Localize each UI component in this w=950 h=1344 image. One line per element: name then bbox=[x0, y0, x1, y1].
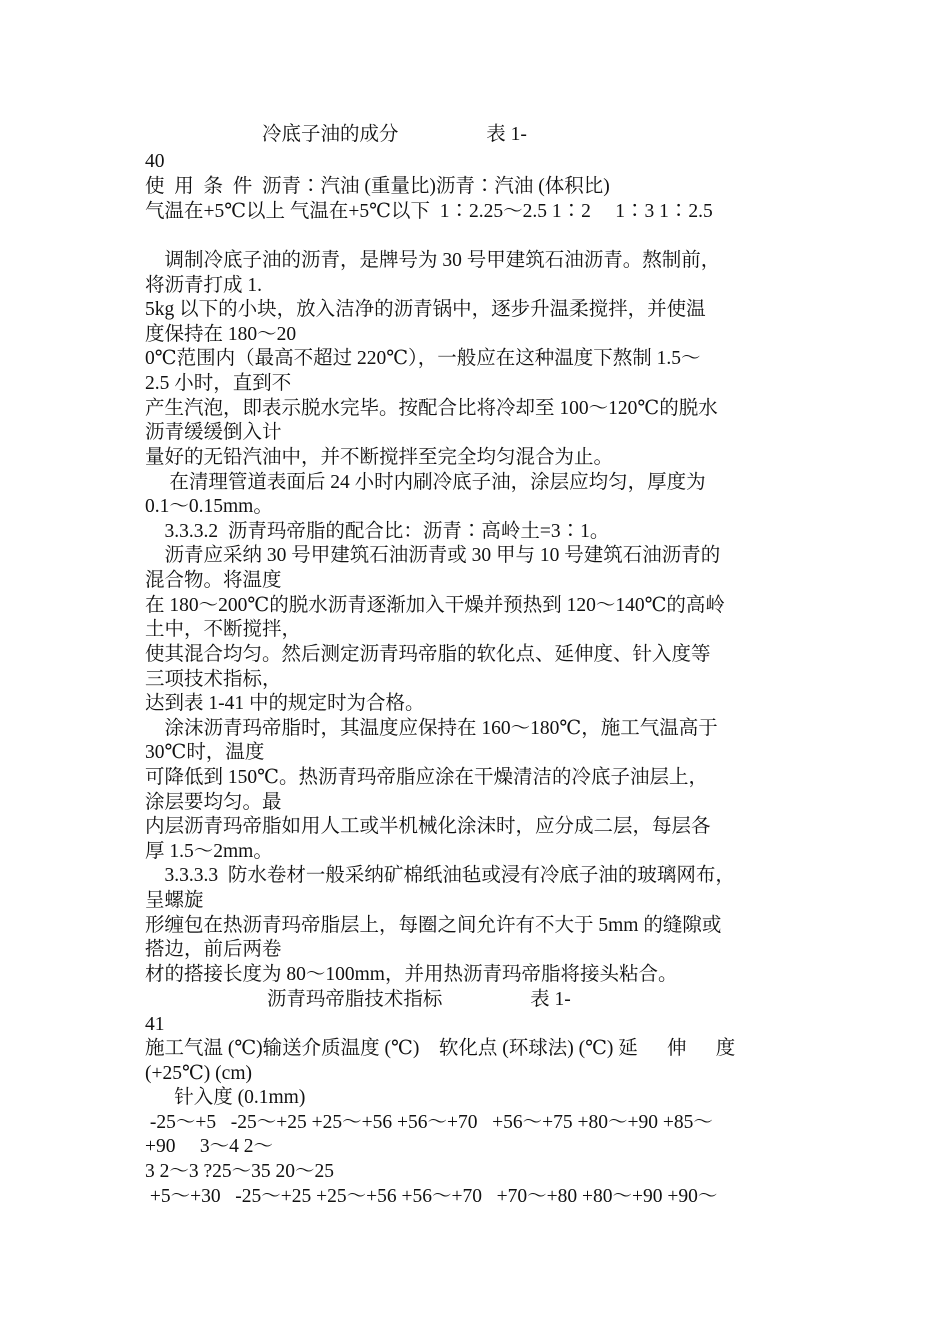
paragraph-line: 内层沥青玛帝脂如用人工或半机械化涂沫时，应分成二层，每层各 bbox=[145, 816, 711, 837]
paragraph-line: 2.5 小时，直到不 bbox=[145, 373, 292, 394]
paragraph-line: 沥青应采纳 30 号甲建筑石油沥青或 30 甲与 10 号建筑石油沥青的 bbox=[145, 545, 721, 566]
paragraph-line: 厚 1.5～2mm。 bbox=[145, 841, 273, 862]
paragraph-line: 材的搭接长度为 80～100mm，并用热沥青玛帝脂将接头粘合。 bbox=[145, 964, 678, 985]
paragraph-line: 产生汽泡，即表示脱水完毕。按配合比将冷却至 100～120℃的脱水 bbox=[145, 398, 718, 419]
paragraph-line: 调制冷底子油的沥青，是牌号为 30 号甲建筑石油沥青。熬制前， bbox=[145, 250, 721, 271]
paragraph-line: 在清理管道表面后 24 小时内刷冷底子油，涂层应均匀，厚度为 bbox=[145, 472, 706, 493]
table-1-41-header-cont: 针入度 (0.1mm) bbox=[145, 1087, 306, 1108]
paragraph-line: 量好的无铅汽油中，并不断搅拌至完全均匀混合为止。 bbox=[145, 447, 614, 468]
paragraph-line: 形缠包在热沥青玛帝脂层上，每圈之间允许有不大于 5mm 的缝隙或 bbox=[145, 915, 722, 936]
paragraph-line: 搭边，前后两卷 bbox=[145, 939, 282, 960]
paragraph-line: 5kg 以下的小块，放入洁净的沥青锅中，逐步升温柔搅拌，并使温 bbox=[145, 299, 706, 320]
table-1-41-row: +90 3～4 2～ bbox=[145, 1136, 273, 1157]
table-1-40-header: 使 用 条 件 沥青∶汽油 (重量比)沥青∶汽油 (体积比) bbox=[145, 176, 610, 197]
paragraph-line: 混合物。将温度 bbox=[145, 570, 282, 591]
paragraph-line: 沥青缓缓倒入计 bbox=[145, 422, 282, 443]
paragraph-line: 0.1～0.15mm。 bbox=[145, 496, 273, 517]
table-1-41-header-cont: (+25℃) (cm) bbox=[145, 1063, 252, 1084]
paragraph-line: 涂沫沥青玛帝脂时，其温度应保持在 160～180℃，施工气温高于 bbox=[145, 718, 718, 739]
table-1-40-caption: 冷底子油的成分 表 1- bbox=[145, 124, 527, 145]
paragraph-line: 0℃范围内（最高不超过 220℃），一般应在这种温度下熬制 1.5～ bbox=[145, 348, 701, 369]
section-heading-3-3-3-2: 3.3.3.2 沥青玛帝脂的配合比：沥青∶高岭土=3∶1。 bbox=[145, 521, 610, 542]
paragraph-line: 可降低到 150℃。热沥青玛帝脂应涂在干燥清洁的冷底子油层上， bbox=[145, 767, 708, 788]
table-1-41-row: +5～+30 -25～+25 +25～+56 +56～+70 +70～+80 +80～+90 +90～ bbox=[145, 1186, 718, 1207]
paragraph-line: 在 180～200℃的脱水沥青逐渐加入干燥并预热到 120～140℃的高岭 bbox=[145, 595, 725, 616]
table-1-41-header: 施工气温 (℃)输送介质温度 (℃) 软化点 (环球法) (℃) 延 伸 度 bbox=[145, 1038, 736, 1059]
table-1-41-row: 3 2～3 ?25～35 20～25 bbox=[145, 1161, 335, 1182]
paragraph-line: 将沥青打成 1. bbox=[145, 275, 263, 296]
paragraph-line: 三项技术指标， bbox=[145, 669, 282, 690]
paragraph-line: 涂层要均匀。最 bbox=[145, 792, 282, 813]
table-1-41-row: -25～+5 -25～+25 +25～+56 +56～+70 +56～+75 +80～+90 +85～ bbox=[145, 1112, 713, 1133]
section-heading-3-3-3-3: 3.3.3.3 防水卷材一般采纳矿棉纸油毡或浸有冷底子油的玻璃网布， bbox=[145, 865, 735, 886]
paragraph-line: 使其混合均匀。然后测定沥青玛帝脂的软化点、延伸度、针入度等 bbox=[145, 644, 711, 665]
paragraph-line: 土中，不断搅拌， bbox=[145, 619, 302, 640]
table-1-40-caption-cont: 40 bbox=[145, 151, 165, 172]
paragraph-line: 30℃时，温度 bbox=[145, 742, 265, 763]
paragraph-line: 达到表 1-41 中的规定时为合格。 bbox=[145, 693, 425, 714]
table-1-40-row: 气温在+5℃以上 气温在+5℃以下 1∶2.25～2.5 1∶2 1∶3 1∶2.5 bbox=[145, 201, 713, 222]
paragraph-line: 呈螺旋 bbox=[145, 890, 204, 911]
table-1-41-caption: 沥青玛帝脂技术指标 表 1- bbox=[145, 989, 571, 1010]
paragraph-line: 度保持在 180～20 bbox=[145, 324, 297, 345]
table-1-41-caption-cont: 41 bbox=[145, 1014, 165, 1035]
